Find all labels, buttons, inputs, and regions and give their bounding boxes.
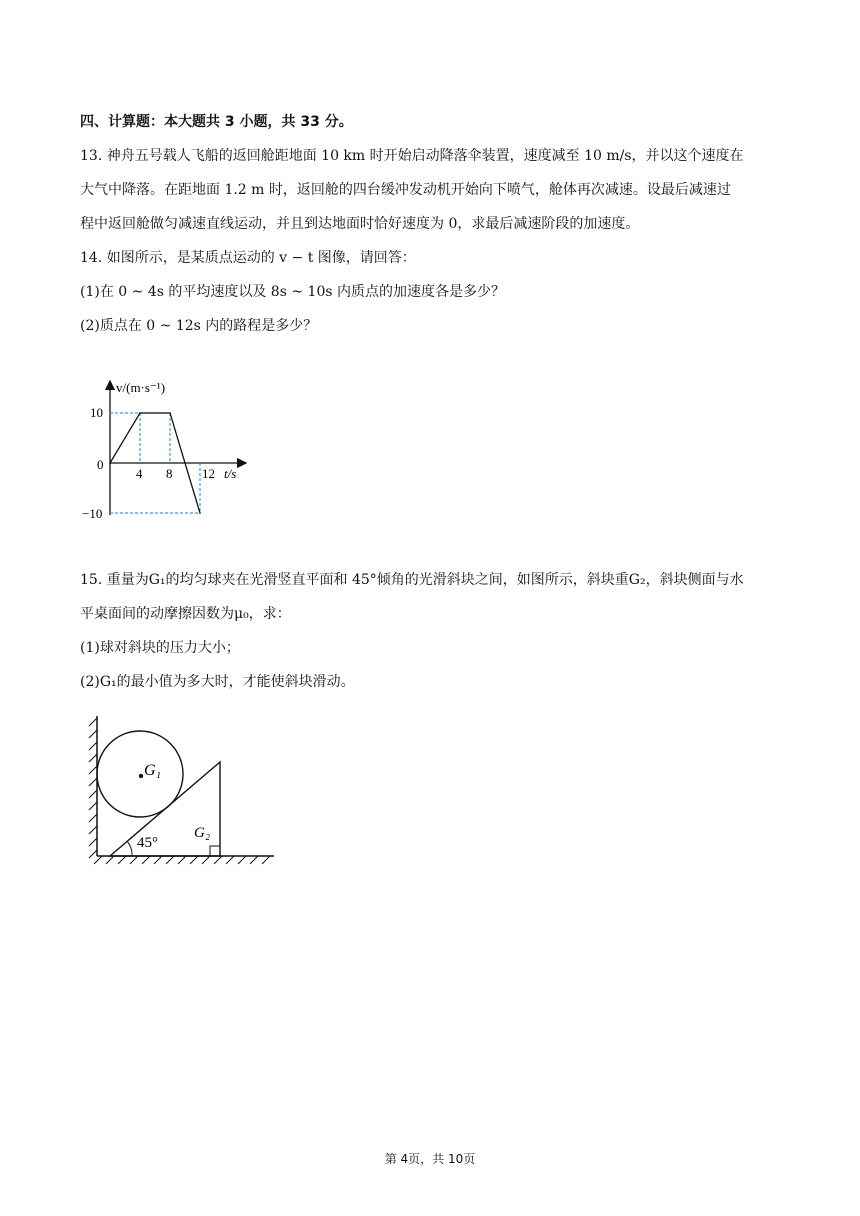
q13-line-2: 大气中降落。在距地面 1.2 m 时，返回舱的四台缓冲发动机开始向下喷气，舱体再次减速。设最后减速过 [80, 182, 731, 198]
vt-point-3 [199, 512, 201, 514]
vt-x-tick-12: 12 [202, 466, 215, 481]
q15-line-2: 平桌面间的动摩擦因数为μ₀，求： [80, 606, 291, 622]
vt-x-tick-4: 4 [136, 466, 143, 481]
vt-graph [80, 375, 260, 525]
vt-point-2 [169, 412, 171, 414]
q15-sub-2: (2)G₁的最小值为多大时，才能使斜块滑动。 [80, 674, 355, 690]
vt-y-tick-0: 0 [97, 457, 104, 472]
angle-label: 45° [137, 835, 158, 851]
vt-x-tick-8: 8 [166, 466, 173, 481]
vt-point-0 [109, 462, 111, 464]
wedge-block [110, 762, 220, 856]
angle-arc [127, 841, 132, 856]
q15-line-1: 15. 重量为G₁的均匀球夹在光滑竖直平面和 45°倾角的光滑斜块之间，如图所示，斜块重G₂，斜块侧面与水 [80, 572, 744, 588]
block-label: G₂ [194, 825, 211, 841]
right-angle-marker [210, 846, 220, 856]
section-heading: 四、计算题：本大题共 3 小题，共 33 分。 [80, 114, 353, 130]
page-footer: 第 4页，共 10页 [384, 1152, 476, 1166]
ball-label: G₁ [144, 762, 162, 779]
q14-sub-1: (1)在 0 ~ 4s 的平均速度以及 8s ~ 10s 内质点的加速度各是多少？ [80, 284, 505, 300]
q15-sub-1: (1)球对斜块的压力大小； [80, 640, 240, 656]
q14-line-1: 14. 如图所示，是某质点运动的 v − t 图像，请回答： [80, 250, 416, 266]
vt-y-axis-label: v/(m·s⁻¹) [116, 380, 166, 395]
ground-hatching [94, 856, 270, 864]
vt-y-tick-neg10: −10 [82, 506, 103, 521]
q14-sub-2: (2)质点在 0 ~ 12s 内的路程是多少？ [80, 318, 318, 334]
vt-x-axis-label: t/s [224, 466, 237, 481]
q13-line-3: 程中返回舱做匀减速直线运动，并且到达地面时恰好速度为 0，求最后减速阶段的加速度。 [80, 216, 640, 232]
vt-y-tick-10: 10 [90, 405, 103, 420]
wall-hatching [89, 718, 97, 858]
q13-line-1: 13. 神舟五号载人飞船的返回舱距地面 10 km 时开始启动降落伞装置，速度减至 10 m/s，并以这个速度在 [80, 148, 744, 164]
vt-point-1 [139, 412, 141, 414]
ball-center-dot [139, 774, 143, 778]
wedge-ball-figure [80, 710, 280, 870]
